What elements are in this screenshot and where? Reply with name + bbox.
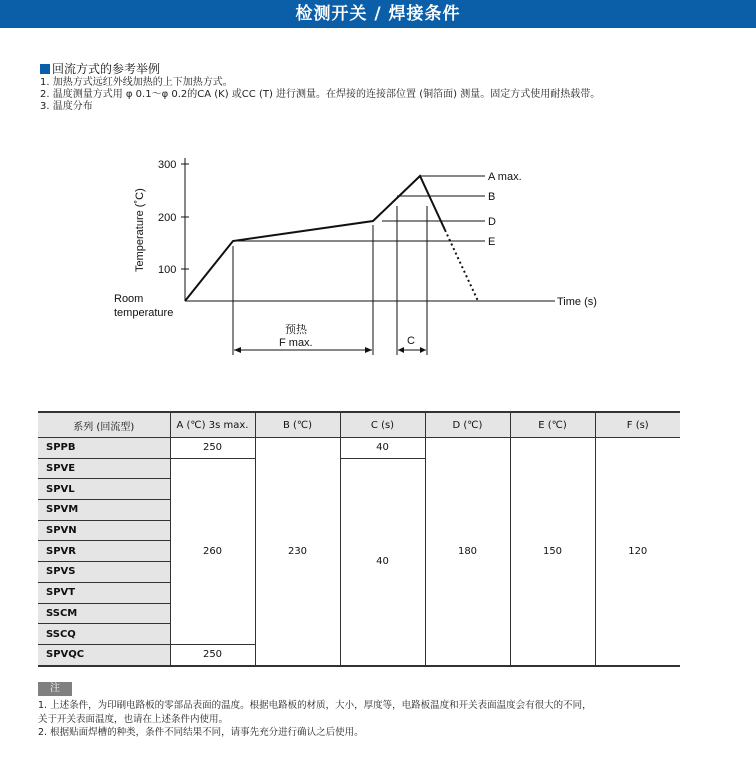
table-row (38, 438, 680, 459)
series-cell: SPVS (38, 562, 170, 583)
marker-b: B (488, 191, 496, 203)
c-cell: 40 (340, 458, 425, 665)
series-cell: SPVE (38, 458, 170, 479)
page-title: 检测开关 / 焊接条件 (295, 4, 461, 24)
a-cell: 250 (170, 438, 255, 459)
note-line: 关于开关表面温度，也请在上述条件内使用。 (38, 713, 229, 725)
marker-c: C (407, 335, 415, 347)
note-line: 1. 上述条件，为印刷电路板的零部品表面的温度。根据电路板的材质，大小，厚度等，电路板温度和开关表面温度会有很大的不同， (38, 700, 592, 711)
room-label: temperature (114, 307, 174, 319)
section-square-icon (40, 64, 50, 74)
series-cell: SPPB (38, 438, 170, 459)
series-cell: SPVQC (38, 644, 170, 665)
section-title (40, 60, 160, 77)
series-cell: SPVM (38, 500, 170, 521)
y-axis-label: Temperature (˚C) (134, 188, 146, 272)
column-header: D (℃) (425, 412, 510, 438)
column-header: 系列 (回流型) (38, 412, 170, 438)
section-title-text: 回流方式的参考举例 (52, 62, 161, 76)
a-cell: 260 (170, 458, 255, 644)
series-cell: SSCQ (38, 624, 170, 645)
temperature-profile-graph (100, 150, 620, 365)
column-header: B (℃) (255, 412, 340, 438)
arrow-right-icon (365, 347, 372, 353)
notes (38, 699, 592, 740)
series-cell: SSCM (38, 603, 170, 624)
b-cell: 230 (255, 438, 340, 666)
page-header (0, 0, 756, 28)
x-axis-label: Time (s) (557, 296, 597, 308)
series-cell: SPVL (38, 479, 170, 500)
a-cell: 250 (170, 644, 255, 665)
soldering-conditions-table-wrap (38, 411, 680, 667)
marker-a: A max. (488, 171, 522, 183)
preheat-label: 预热 (285, 324, 307, 336)
column-header: C (s) (340, 412, 425, 438)
instruction-line: 3. 温度分布 (40, 101, 93, 112)
arrow-left-icon (234, 347, 241, 353)
arrow-left-icon (398, 347, 404, 353)
column-header: F (s) (595, 412, 680, 438)
note-line: 2. 根据贴面焊槽的种类，条件不同结果不同，请事先充分进行确认之后使用。 (38, 727, 364, 738)
y-tick-label: 200 (158, 212, 177, 224)
y-tick-label: 300 (158, 159, 177, 171)
d-cell: 180 (425, 438, 510, 666)
room-label: Room (114, 293, 144, 305)
f-cell: 120 (595, 438, 680, 666)
column-header: A (℃) 3s max. (170, 412, 255, 438)
series-cell: SPVN (38, 520, 170, 541)
series-cell: SPVT (38, 582, 170, 603)
soldering-conditions-table (38, 411, 680, 667)
instruction-line: 1. 加热方式远红外线加热的上下加热方式。 (40, 77, 233, 88)
profile-curve (185, 176, 445, 301)
y-tick-label: 100 (158, 264, 177, 276)
e-cell: 150 (510, 438, 595, 666)
note-badge: 注 (38, 682, 72, 696)
table-header-row (38, 412, 680, 438)
series-cell: SPVR (38, 541, 170, 562)
instructions (40, 77, 600, 113)
c-cell: 40 (340, 438, 425, 459)
marker-e: E (488, 236, 496, 248)
preheat-fmax-label: F max. (279, 337, 313, 349)
instruction-line: 2. 温度测量方式用 φ 0.1～φ 0.2的CA (K) 或CC (T) 进行测量。在焊接的连接部位置 (铜箔面) 测量。固定方式使用耐热载带。 (40, 89, 601, 100)
marker-d: D (488, 216, 496, 228)
arrow-right-icon (420, 347, 426, 353)
column-header: E (℃) (510, 412, 595, 438)
